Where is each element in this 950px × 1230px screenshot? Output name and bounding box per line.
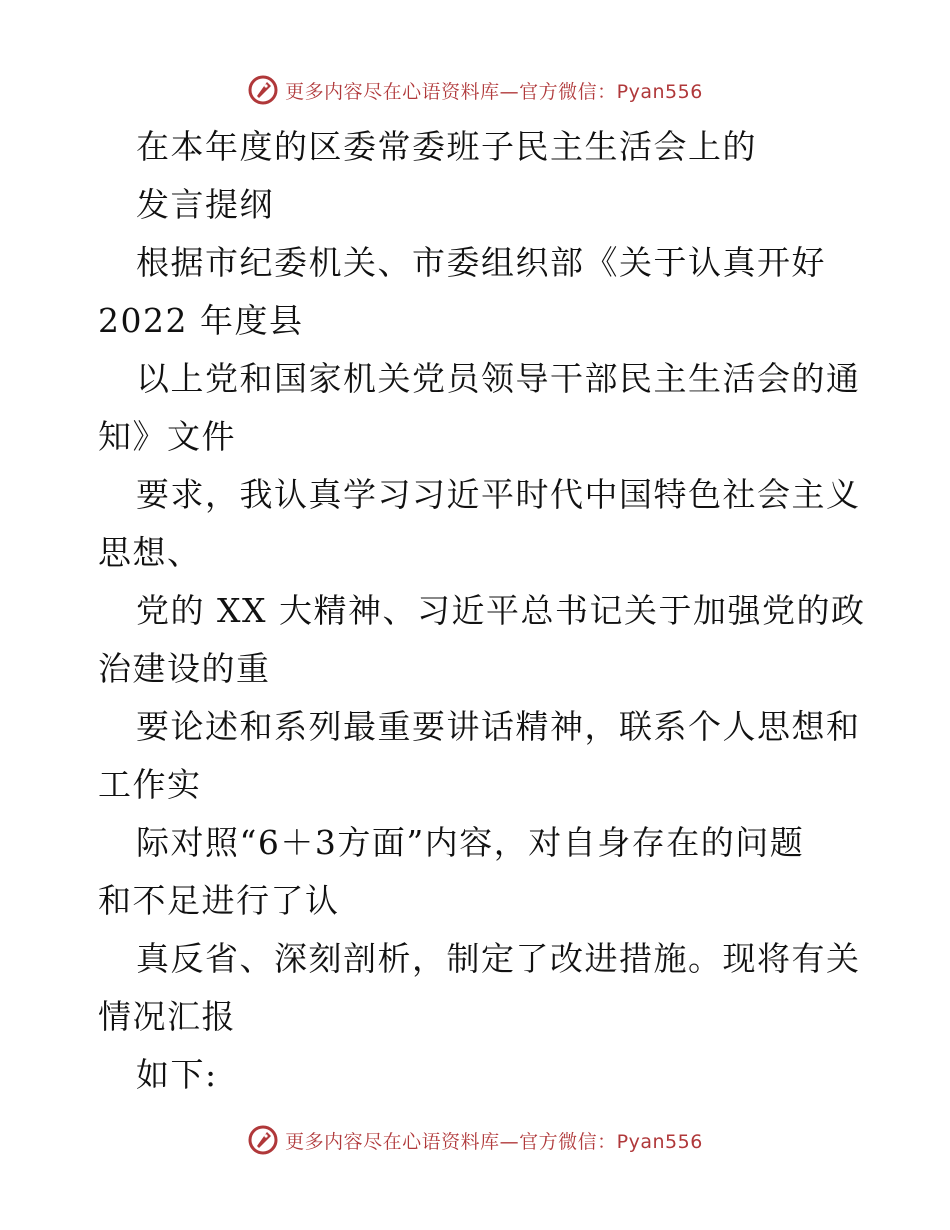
text-line: 如下: (136, 1055, 218, 1094)
text-line: 知》文件 (98, 417, 236, 456)
header-watermark (0, 70, 950, 110)
document-body (98, 118, 866, 1104)
text-line: 际对照“6＋3方面”内容，对自身存在的问题 (136, 823, 805, 862)
footer-watermark (0, 1120, 950, 1160)
text-line: 要论述和系列最重要讲话精神，联系个人思想和 (136, 707, 861, 746)
text-line: 党的 XX 大精神、习近平总书记关于加强党的政 (136, 591, 866, 630)
text-line: 工作实 (98, 765, 202, 804)
text-line: 真反省、深刻剖析，制定了改进措施。现将有关 (136, 939, 861, 978)
pen-nib-logo-icon (247, 74, 279, 106)
watermark-text: 更多内容尽在心语资料库—官方微信：Pyan556 (285, 80, 703, 103)
text-line: 发言提纲 (136, 185, 274, 224)
text-line: 情况汇报 (98, 997, 236, 1036)
pen-nib-logo-icon (247, 1124, 279, 1156)
text-line: 思想、 (98, 533, 202, 572)
text-line: 和不足进行了认 (98, 881, 340, 920)
text-line: 以上党和国家机关党员领导干部民主生活会的通 (136, 359, 861, 398)
text-line: 2022 年度县 (98, 301, 304, 340)
text-line: 根据市纪委机关、市委组织部《关于认真开好 (136, 243, 826, 282)
text-line: 治建设的重 (98, 649, 271, 688)
text-line: 在本年度的区委常委班子民主生活会上的 (136, 127, 757, 166)
text-line: 要求，我认真学习习近平时代中国特色社会主义 (136, 475, 861, 514)
watermark-text: 更多内容尽在心语资料库—官方微信：Pyan556 (285, 1130, 703, 1153)
